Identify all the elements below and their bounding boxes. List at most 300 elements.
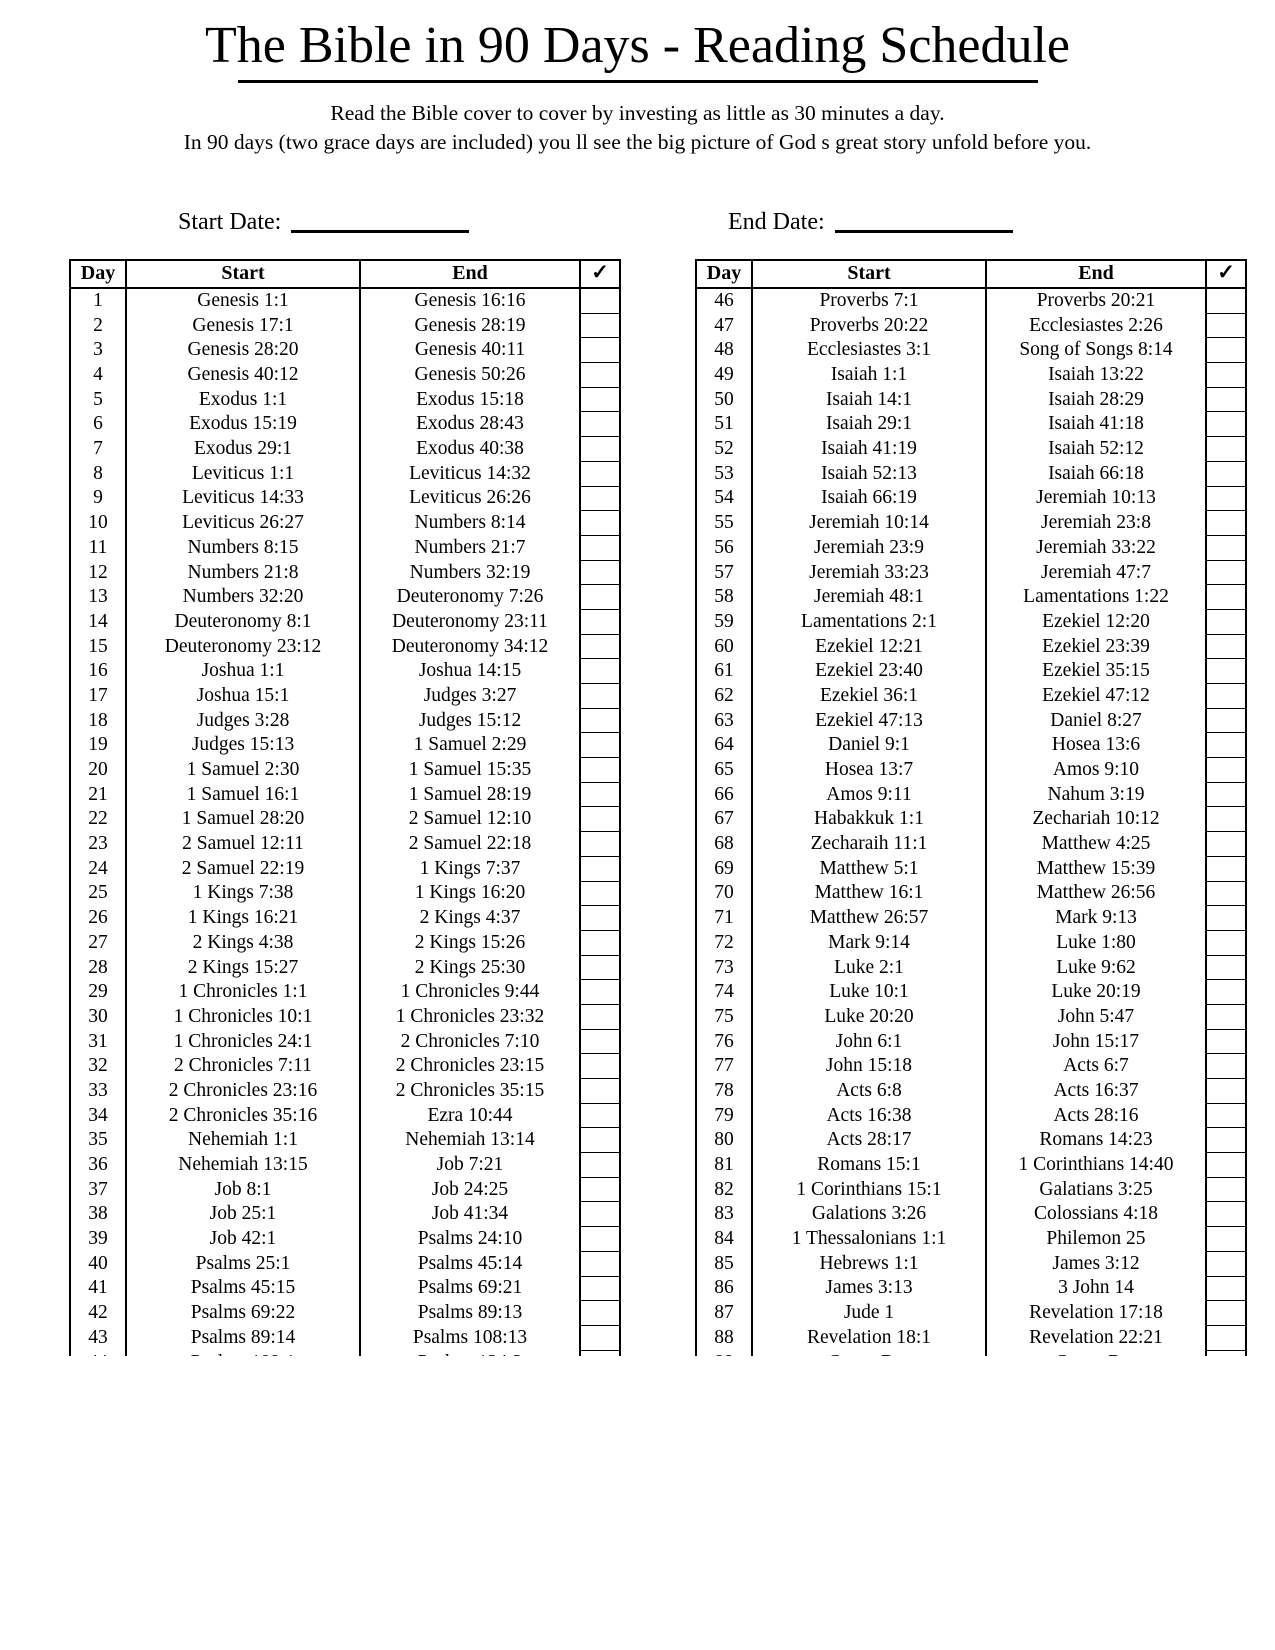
cell-start-passage: Psalms 25:1 xyxy=(126,1251,360,1276)
completion-checkbox[interactable] xyxy=(580,906,620,931)
completion-checkbox[interactable] xyxy=(1206,1128,1246,1153)
completion-checkbox[interactable] xyxy=(580,1227,620,1252)
cell-start-passage: Romans 15:1 xyxy=(752,1153,986,1178)
table-row xyxy=(70,363,620,388)
cell-end-passage: Ezekiel 35:15 xyxy=(986,659,1206,684)
completion-checkbox[interactable] xyxy=(580,1325,620,1350)
cell-start-passage: Genesis 28:20 xyxy=(126,338,360,363)
cell-day: 38 xyxy=(70,1202,126,1227)
cell-start-passage: Ezekiel 12:21 xyxy=(752,634,986,659)
table-row xyxy=(70,1128,620,1153)
cell-end-passage: Galatians 3:25 xyxy=(986,1177,1206,1202)
table-row xyxy=(696,535,1246,560)
completion-checkbox[interactable] xyxy=(580,807,620,832)
cell-end-passage: Ezekiel 23:39 xyxy=(986,634,1206,659)
cell-day: 27 xyxy=(70,930,126,955)
table-row xyxy=(70,807,620,832)
cell-day: 69 xyxy=(696,856,752,881)
completion-checkbox[interactable] xyxy=(580,363,620,388)
cell-day: 30 xyxy=(70,1004,126,1029)
cell-start-passage: 2 Chronicles 23:16 xyxy=(126,1079,360,1104)
date-fields-row xyxy=(0,207,1275,253)
completion-checkbox[interactable] xyxy=(580,1276,620,1301)
cell-end-passage: Psalms 108:13 xyxy=(360,1325,580,1350)
completion-checkbox[interactable] xyxy=(580,412,620,437)
cell-start-passage: Judges 15:13 xyxy=(126,733,360,758)
cell-end-passage: Isaiah 13:22 xyxy=(986,363,1206,388)
completion-checkbox[interactable] xyxy=(1206,387,1246,412)
cell-start-passage: Leviticus 26:27 xyxy=(126,511,360,536)
table-row xyxy=(70,461,620,486)
cell-day: 48 xyxy=(696,338,752,363)
completion-checkbox[interactable] xyxy=(580,684,620,709)
column-header-day: Day xyxy=(696,260,752,288)
cell-start-passage: 2 Samuel 22:19 xyxy=(126,856,360,881)
cell-start-passage: Genesis 40:12 xyxy=(126,363,360,388)
column-header-start: Start xyxy=(752,260,986,288)
completion-checkbox[interactable] xyxy=(1206,634,1246,659)
completion-checkbox[interactable] xyxy=(1206,1301,1246,1326)
cell-day: 54 xyxy=(696,486,752,511)
completion-checkbox[interactable] xyxy=(1206,708,1246,733)
table-row xyxy=(70,1029,620,1054)
cell-day: 41 xyxy=(70,1276,126,1301)
completion-checkbox[interactable] xyxy=(580,511,620,536)
table-row xyxy=(696,560,1246,585)
cell-day: 24 xyxy=(70,856,126,881)
cell-start-passage: Proverbs 7:1 xyxy=(752,288,986,313)
completion-checkbox[interactable] xyxy=(580,881,620,906)
completion-checkbox[interactable] xyxy=(1206,1325,1246,1350)
table-row xyxy=(696,1301,1246,1326)
completion-checkbox[interactable] xyxy=(1206,288,1246,313)
table-row xyxy=(696,733,1246,758)
completion-checkbox[interactable] xyxy=(1206,758,1246,783)
table-row xyxy=(696,461,1246,486)
table-row xyxy=(70,684,620,709)
table-row xyxy=(696,1103,1246,1128)
cell-day: 33 xyxy=(70,1079,126,1104)
table-row xyxy=(696,1325,1246,1350)
cell-end-passage: Joshua 14:15 xyxy=(360,659,580,684)
table-row xyxy=(70,288,620,313)
cell-end-passage: Leviticus 14:32 xyxy=(360,461,580,486)
page-subtitle xyxy=(0,99,1275,157)
table-row xyxy=(70,1202,620,1227)
cell-day: 5 xyxy=(70,387,126,412)
cell-end-passage: Genesis 40:11 xyxy=(360,338,580,363)
cell-start-passage: 1 Chronicles 10:1 xyxy=(126,1004,360,1029)
table-row xyxy=(696,1029,1246,1054)
table-row xyxy=(70,437,620,462)
completion-checkbox[interactable] xyxy=(1206,782,1246,807)
checkmark-icon xyxy=(1206,260,1246,288)
completion-checkbox[interactable] xyxy=(580,980,620,1005)
cell-end-passage: Amos 9:10 xyxy=(986,758,1206,783)
cell-day: 49 xyxy=(696,363,752,388)
completion-checkbox[interactable] xyxy=(580,1103,620,1128)
completion-checkbox[interactable] xyxy=(580,437,620,462)
cell-end-passage: Ezekiel 47:12 xyxy=(986,684,1206,709)
cell-end-passage: 1 Samuel 28:19 xyxy=(360,782,580,807)
cell-end-passage: Exodus 40:38 xyxy=(360,437,580,462)
cell-end-passage: Ezekiel 12:20 xyxy=(986,609,1206,634)
end-date-field xyxy=(728,207,1013,237)
completion-checkbox[interactable] xyxy=(580,1177,620,1202)
cell-day: 17 xyxy=(70,684,126,709)
cell-day: 70 xyxy=(696,881,752,906)
cell-day: 14 xyxy=(70,609,126,634)
completion-checkbox[interactable] xyxy=(1206,684,1246,709)
cell-start-passage: Jeremiah 23:9 xyxy=(752,535,986,560)
table-row xyxy=(70,1054,620,1079)
table-row xyxy=(70,758,620,783)
cell-end-passage: Acts 6:7 xyxy=(986,1054,1206,1079)
end-date-input[interactable] xyxy=(835,208,1013,233)
completion-checkbox[interactable] xyxy=(580,758,620,783)
completion-checkbox[interactable] xyxy=(580,535,620,560)
cell-end-passage: Isaiah 28:29 xyxy=(986,387,1206,412)
cell-end-passage: Nahum 3:19 xyxy=(986,782,1206,807)
cell-end-passage: 2 Kings 4:37 xyxy=(360,906,580,931)
completion-checkbox[interactable] xyxy=(1206,733,1246,758)
completion-checkbox[interactable] xyxy=(1206,832,1246,857)
cell-end-passage: 1 Chronicles 9:44 xyxy=(360,980,580,1005)
cell-start-passage: Jude 1 xyxy=(752,1301,986,1326)
table-row xyxy=(70,1227,620,1252)
cell-end-passage: Job 24:25 xyxy=(360,1177,580,1202)
start-date-input[interactable] xyxy=(291,208,469,233)
completion-checkbox[interactable] xyxy=(1206,1004,1246,1029)
cell-day: 79 xyxy=(696,1103,752,1128)
cell-start-passage: Isaiah 14:1 xyxy=(752,387,986,412)
cell-end-passage: Jeremiah 10:13 xyxy=(986,486,1206,511)
table-body-left xyxy=(70,288,620,1399)
column-header-end: End xyxy=(986,260,1206,288)
cell-day: 46 xyxy=(696,288,752,313)
completion-checkbox[interactable] xyxy=(580,832,620,857)
table-row xyxy=(696,906,1246,931)
completion-checkbox[interactable] xyxy=(580,486,620,511)
cell-end-passage: 3 John 14 xyxy=(986,1276,1206,1301)
cell-end-passage: Genesis 50:26 xyxy=(360,363,580,388)
completion-checkbox[interactable] xyxy=(1206,1103,1246,1128)
table-row xyxy=(696,807,1246,832)
cell-start-passage: Joshua 1:1 xyxy=(126,659,360,684)
cell-day: 32 xyxy=(70,1054,126,1079)
cell-start-passage: Habakkuk 1:1 xyxy=(752,807,986,832)
completion-checkbox[interactable] xyxy=(580,1301,620,1326)
completion-checkbox[interactable] xyxy=(580,930,620,955)
completion-checkbox[interactable] xyxy=(580,609,620,634)
completion-checkbox[interactable] xyxy=(1206,955,1246,980)
completion-checkbox[interactable] xyxy=(1206,1054,1246,1079)
cell-start-passage: Psalms 45:15 xyxy=(126,1276,360,1301)
cell-start-passage: Job 25:1 xyxy=(126,1202,360,1227)
completion-checkbox[interactable] xyxy=(1206,313,1246,338)
checkmark-glyph: ✓ xyxy=(1217,260,1235,285)
cell-end-passage: Philemon 25 xyxy=(986,1227,1206,1252)
cell-day: 55 xyxy=(696,511,752,536)
cell-start-passage: John 15:18 xyxy=(752,1054,986,1079)
cell-end-passage: Acts 28:16 xyxy=(986,1103,1206,1128)
cell-end-passage: Luke 20:19 xyxy=(986,980,1206,1005)
cell-start-passage: Leviticus 14:33 xyxy=(126,486,360,511)
cell-day: 65 xyxy=(696,758,752,783)
completion-checkbox[interactable] xyxy=(580,1128,620,1153)
table-body-right xyxy=(696,288,1246,1399)
completion-checkbox[interactable] xyxy=(1206,1079,1246,1104)
cell-day: 60 xyxy=(696,634,752,659)
cell-start-passage: Amos 9:11 xyxy=(752,782,986,807)
completion-checkbox[interactable] xyxy=(580,461,620,486)
cell-end-passage: Colossians 4:18 xyxy=(986,1202,1206,1227)
completion-checkbox[interactable] xyxy=(1206,1251,1246,1276)
table-row xyxy=(70,313,620,338)
cell-end-passage: Lamentations 1:22 xyxy=(986,585,1206,610)
cell-start-passage: Psalms 89:14 xyxy=(126,1325,360,1350)
completion-checkbox[interactable] xyxy=(1206,585,1246,610)
cell-day: 19 xyxy=(70,733,126,758)
table-row xyxy=(70,955,620,980)
cell-end-passage: Genesis 16:16 xyxy=(360,288,580,313)
cell-end-passage: Isaiah 52:12 xyxy=(986,437,1206,462)
completion-checkbox[interactable] xyxy=(1206,437,1246,462)
completion-checkbox[interactable] xyxy=(580,313,620,338)
completion-checkbox[interactable] xyxy=(580,560,620,585)
cell-start-passage: Deuteronomy 8:1 xyxy=(126,609,360,634)
completion-checkbox[interactable] xyxy=(1206,511,1246,536)
cell-end-passage: 2 Samuel 22:18 xyxy=(360,832,580,857)
completion-checkbox[interactable] xyxy=(1206,1276,1246,1301)
table-row xyxy=(696,684,1246,709)
cell-start-passage: Isaiah 1:1 xyxy=(752,363,986,388)
completion-checkbox[interactable] xyxy=(580,856,620,881)
completion-checkbox[interactable] xyxy=(1206,609,1246,634)
completion-checkbox[interactable] xyxy=(1206,980,1246,1005)
table-row xyxy=(70,1177,620,1202)
completion-checkbox[interactable] xyxy=(1206,1177,1246,1202)
cell-start-passage: James 3:13 xyxy=(752,1276,986,1301)
cell-start-passage: Genesis 17:1 xyxy=(126,313,360,338)
cell-day: 7 xyxy=(70,437,126,462)
cell-start-passage: Mark 9:14 xyxy=(752,930,986,955)
cell-end-passage: Isaiah 66:18 xyxy=(986,461,1206,486)
cell-start-passage: Acts 28:17 xyxy=(752,1128,986,1153)
page-bottom-margin xyxy=(0,1356,1275,1650)
cell-day: 42 xyxy=(70,1301,126,1326)
cell-day: 21 xyxy=(70,782,126,807)
table-row xyxy=(696,412,1246,437)
table-row xyxy=(70,980,620,1005)
cell-start-passage: Ezekiel 36:1 xyxy=(752,684,986,709)
completion-checkbox[interactable] xyxy=(580,338,620,363)
table-row xyxy=(696,782,1246,807)
completion-checkbox[interactable] xyxy=(1206,1227,1246,1252)
cell-end-passage: Numbers 21:7 xyxy=(360,535,580,560)
table-row xyxy=(696,1251,1246,1276)
cell-end-passage: Revelation 22:21 xyxy=(986,1325,1206,1350)
table-row xyxy=(70,412,620,437)
table-row xyxy=(70,1103,620,1128)
table-row xyxy=(696,1202,1246,1227)
cell-day: 83 xyxy=(696,1202,752,1227)
cell-end-passage: Jeremiah 47:7 xyxy=(986,560,1206,585)
completion-checkbox[interactable] xyxy=(580,288,620,313)
completion-checkbox[interactable] xyxy=(1206,807,1246,832)
cell-day: 36 xyxy=(70,1153,126,1178)
cell-start-passage: Lamentations 2:1 xyxy=(752,609,986,634)
table-row xyxy=(696,758,1246,783)
completion-checkbox[interactable] xyxy=(1206,535,1246,560)
cell-start-passage: 2 Chronicles 7:11 xyxy=(126,1054,360,1079)
cell-start-passage: 1 Kings 7:38 xyxy=(126,881,360,906)
completion-checkbox[interactable] xyxy=(580,634,620,659)
table-row xyxy=(70,585,620,610)
column-header-start: Start xyxy=(126,260,360,288)
completion-checkbox[interactable] xyxy=(580,733,620,758)
cell-end-passage: Luke 1:80 xyxy=(986,930,1206,955)
cell-end-passage: Matthew 4:25 xyxy=(986,832,1206,857)
cell-start-passage: Isaiah 66:19 xyxy=(752,486,986,511)
completion-checkbox[interactable] xyxy=(1206,560,1246,585)
completion-checkbox[interactable] xyxy=(580,659,620,684)
completion-checkbox[interactable] xyxy=(580,1251,620,1276)
cell-end-passage: Psalms 89:13 xyxy=(360,1301,580,1326)
table-row xyxy=(70,881,620,906)
completion-checkbox[interactable] xyxy=(580,955,620,980)
table-row xyxy=(70,387,620,412)
table-row xyxy=(696,1177,1246,1202)
cell-day: 31 xyxy=(70,1029,126,1054)
cell-end-passage: Exodus 28:43 xyxy=(360,412,580,437)
cell-end-passage: Ecclesiastes 2:26 xyxy=(986,313,1206,338)
cell-start-passage: Zecharaih 11:1 xyxy=(752,832,986,857)
cell-end-passage: Deuteronomy 34:12 xyxy=(360,634,580,659)
table-row xyxy=(70,1079,620,1104)
table-row xyxy=(696,708,1246,733)
completion-checkbox[interactable] xyxy=(1206,1029,1246,1054)
completion-checkbox[interactable] xyxy=(1206,930,1246,955)
cell-start-passage: Hebrews 1:1 xyxy=(752,1251,986,1276)
cell-end-passage: Luke 9:62 xyxy=(986,955,1206,980)
cell-end-passage: 2 Kings 25:30 xyxy=(360,955,580,980)
cell-day: 62 xyxy=(696,684,752,709)
cell-start-passage: Acts 16:38 xyxy=(752,1103,986,1128)
cell-end-passage: 1 Samuel 15:35 xyxy=(360,758,580,783)
table-row xyxy=(70,609,620,634)
cell-day: 11 xyxy=(70,535,126,560)
table-row xyxy=(70,535,620,560)
completion-checkbox[interactable] xyxy=(1206,338,1246,363)
cell-end-passage: 1 Chronicles 23:32 xyxy=(360,1004,580,1029)
table-row xyxy=(70,1004,620,1029)
table-row xyxy=(696,980,1246,1005)
completion-checkbox[interactable] xyxy=(580,1054,620,1079)
cell-start-passage: Isaiah 29:1 xyxy=(752,412,986,437)
completion-checkbox[interactable] xyxy=(580,585,620,610)
cell-end-passage: Deuteronomy 23:11 xyxy=(360,609,580,634)
cell-start-passage: 2 Chronicles 35:16 xyxy=(126,1103,360,1128)
cell-day: 10 xyxy=(70,511,126,536)
table-row xyxy=(70,708,620,733)
completion-checkbox[interactable] xyxy=(580,1029,620,1054)
cell-start-passage: Isaiah 52:13 xyxy=(752,461,986,486)
completion-checkbox[interactable] xyxy=(1206,906,1246,931)
checkmark-icon xyxy=(580,260,620,288)
table-row xyxy=(696,313,1246,338)
cell-day: 51 xyxy=(696,412,752,437)
cell-end-passage: Judges 3:27 xyxy=(360,684,580,709)
completion-checkbox[interactable] xyxy=(580,708,620,733)
table-row xyxy=(696,881,1246,906)
cell-end-passage: Mark 9:13 xyxy=(986,906,1206,931)
table-row xyxy=(70,560,620,585)
cell-start-passage: Numbers 21:8 xyxy=(126,560,360,585)
table-row xyxy=(70,511,620,536)
cell-start-passage: 1 Corinthians 15:1 xyxy=(752,1177,986,1202)
cell-start-passage: Hosea 13:7 xyxy=(752,758,986,783)
cell-start-passage: Acts 6:8 xyxy=(752,1079,986,1104)
table-row xyxy=(696,1054,1246,1079)
cell-start-passage: 1 Samuel 2:30 xyxy=(126,758,360,783)
completion-checkbox[interactable] xyxy=(580,1202,620,1227)
cell-start-passage: Galations 3:26 xyxy=(752,1202,986,1227)
cell-end-passage: Genesis 28:19 xyxy=(360,313,580,338)
completion-checkbox[interactable] xyxy=(1206,659,1246,684)
completion-checkbox[interactable] xyxy=(580,1004,620,1029)
completion-checkbox[interactable] xyxy=(580,782,620,807)
cell-end-passage: Acts 16:37 xyxy=(986,1079,1206,1104)
table-header-right xyxy=(696,260,1246,288)
completion-checkbox[interactable] xyxy=(1206,363,1246,388)
cell-day: 86 xyxy=(696,1276,752,1301)
completion-checkbox[interactable] xyxy=(580,1153,620,1178)
cell-day: 12 xyxy=(70,560,126,585)
cell-start-passage: Luke 2:1 xyxy=(752,955,986,980)
table-row xyxy=(696,955,1246,980)
start-date-field xyxy=(178,207,469,237)
cell-start-passage: Joshua 15:1 xyxy=(126,684,360,709)
completion-checkbox[interactable] xyxy=(1206,1202,1246,1227)
cell-start-passage: 1 Kings 16:21 xyxy=(126,906,360,931)
completion-checkbox[interactable] xyxy=(1206,486,1246,511)
table-row xyxy=(696,511,1246,536)
table-row xyxy=(696,585,1246,610)
cell-end-passage: John 5:47 xyxy=(986,1004,1206,1029)
completion-checkbox[interactable] xyxy=(1206,461,1246,486)
table-row xyxy=(696,856,1246,881)
cell-start-passage: Numbers 32:20 xyxy=(126,585,360,610)
completion-checkbox[interactable] xyxy=(1206,412,1246,437)
cell-day: 66 xyxy=(696,782,752,807)
subtitle-line-1: Read the Bible cover to cover by investing as little as 30 minutes a day. xyxy=(330,101,945,125)
completion-checkbox[interactable] xyxy=(580,1079,620,1104)
completion-checkbox[interactable] xyxy=(1206,881,1246,906)
cell-start-passage: Proverbs 20:22 xyxy=(752,313,986,338)
completion-checkbox[interactable] xyxy=(580,387,620,412)
cell-end-passage: Nehemiah 13:14 xyxy=(360,1128,580,1153)
completion-checkbox[interactable] xyxy=(1206,1153,1246,1178)
cell-day: 82 xyxy=(696,1177,752,1202)
cell-end-passage: Psalms 24:10 xyxy=(360,1227,580,1252)
cell-start-passage: 2 Samuel 12:11 xyxy=(126,832,360,857)
cell-end-passage: Revelation 17:18 xyxy=(986,1301,1206,1326)
completion-checkbox[interactable] xyxy=(1206,856,1246,881)
cell-end-passage: Isaiah 41:18 xyxy=(986,412,1206,437)
column-header-day: Day xyxy=(70,260,126,288)
cell-end-passage: Romans 14:23 xyxy=(986,1128,1206,1153)
